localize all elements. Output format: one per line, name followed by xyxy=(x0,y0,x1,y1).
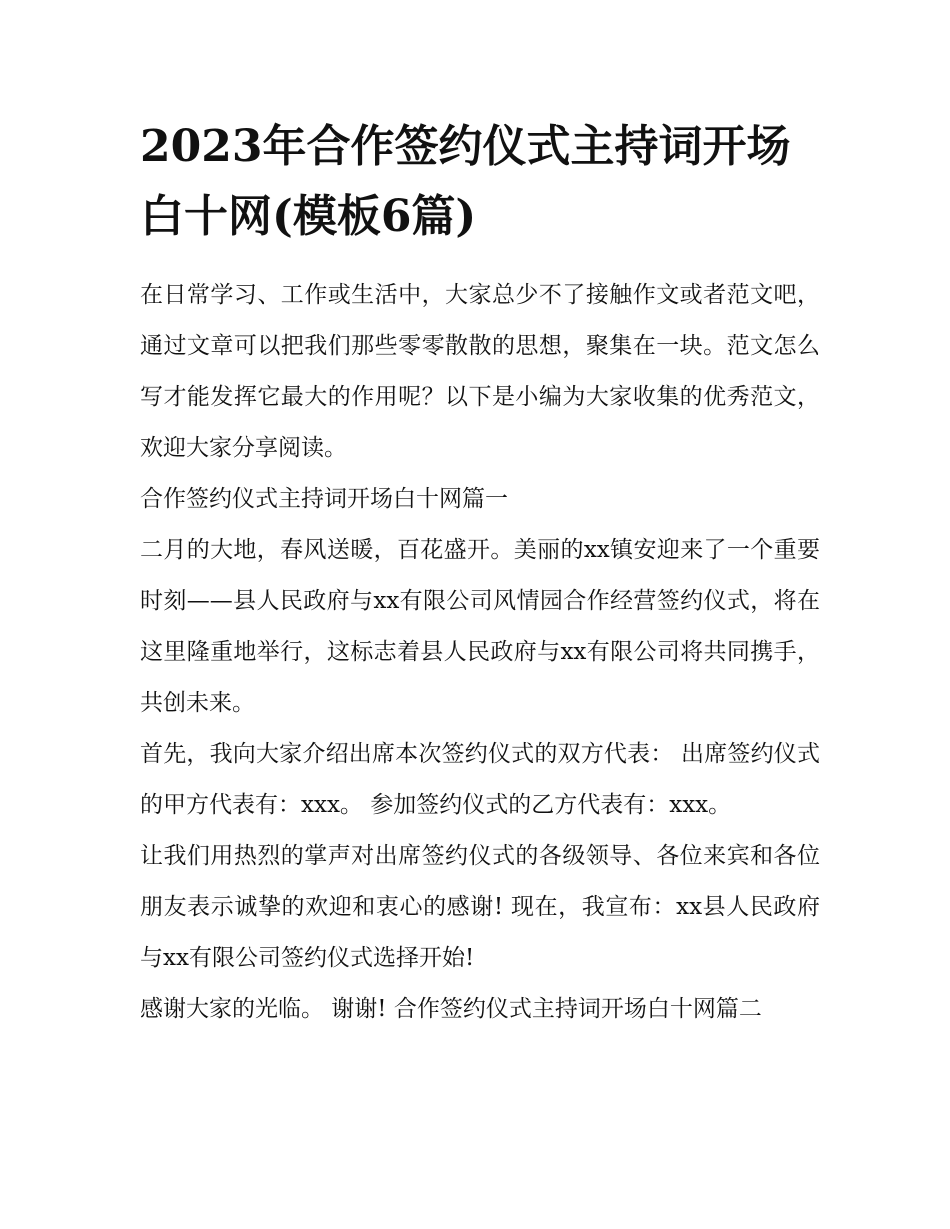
section-heading-1: 合作签约仪式主持词开场白十网篇一 xyxy=(140,486,508,512)
document-title: 2023年合作签约仪式主持词开场白十网(模板6篇) xyxy=(140,121,791,242)
body-paragraph: 二月的大地，春风送暖，百花盛开。美丽的xx镇安迎来了一个重要时刻——县人民政府与xx有限公司风情园合作经营签约仪式，将在这里隆重地举行，这标志着县人民政府与xx有限公司将共同携手，共创未来。 xyxy=(140,537,820,716)
body-paragraph: 感谢大家的光临。 谢谢! 合作签约仪式主持词开场白十网篇二 xyxy=(140,996,762,1022)
document-page xyxy=(140,112,820,1035)
body-paragraph: 首先，我向大家介绍出席本次签约仪式的双方代表： 出席签约仪式的甲方代表有：xxx。 参加签约仪式的乙方代表有：xxx。 xyxy=(140,741,820,818)
intro-paragraph: 在日常学习、工作或生活中，大家总少不了接触作文或者范文吧，通过文章可以把我们那些零零散散的思想，聚集在一块。范文怎么写才能发挥它最大的作用呢？以下是小编为大家收集的优秀范文，欢迎大家分享阅读。 xyxy=(140,282,820,461)
body-paragraph: 让我们用热烈的掌声对出席签约仪式的各级领导、各位来宾和各位朋友表示诚挚的欢迎和衷心的感谢! 现在，我宣布：xx县人民政府与xx有限公司签约仪式选择开始! xyxy=(140,843,820,971)
